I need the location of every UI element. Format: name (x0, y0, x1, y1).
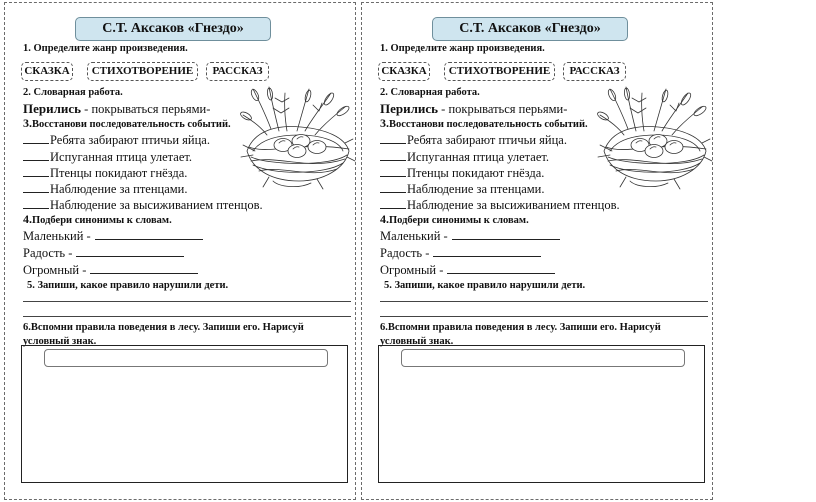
order-blank[interactable] (380, 133, 406, 144)
question-6-line-2: условный знак. (23, 336, 97, 347)
answer-line[interactable] (452, 229, 560, 240)
event-item: Наблюдение за высиживанием птенцов. (380, 198, 620, 213)
question-5: 5. Запиши, какое правило нарушили дети. (27, 280, 229, 291)
question-3-number: 3. (380, 116, 389, 130)
question-2: 2. Словарная работа. (23, 87, 123, 98)
worksheet-title: С.Т. Аксаков «Гнездо» (432, 17, 628, 41)
question-4 (23, 212, 172, 227)
question-6-line-1: 6.Вспомни правила поведения в лесу. Запиши его. Нарисуй (380, 322, 661, 333)
synonym-row: Огромный - (380, 263, 555, 278)
order-blank[interactable] (380, 182, 406, 193)
event-item: Испуганная птица улетает. (23, 150, 192, 165)
question-1: 1. Определите жанр произведения. (23, 43, 188, 54)
synonym-row: Маленький - (380, 229, 560, 244)
question-4-number: 4. (380, 212, 389, 226)
question-4-text: Подбери синонимы к словам. (389, 215, 529, 226)
question-2: 2. Словарная работа. (380, 87, 480, 98)
event-item: Наблюдение за высиживанием птенцов. (23, 198, 263, 213)
synonym-row: Маленький - (23, 229, 203, 244)
worksheet-right (361, 2, 713, 500)
order-blank[interactable] (380, 150, 406, 161)
event-item: Ребята забирают птичьи яйца. (23, 133, 210, 148)
writing-line[interactable] (380, 316, 708, 317)
worksheet-title: С.Т. Аксаков «Гнездо» (75, 17, 271, 41)
answer-line[interactable] (447, 263, 555, 274)
synonym-row: Огромный - (23, 263, 198, 278)
genre-option-fairytale[interactable]: СКАЗКА (21, 62, 73, 81)
genre-option-story[interactable]: РАССКАЗ (563, 62, 626, 81)
rule-text-field[interactable] (401, 349, 685, 367)
synonym-row: Радость - (380, 246, 541, 261)
genre-option-fairytale[interactable]: СКАЗКА (378, 62, 430, 81)
rule-text-field[interactable] (44, 349, 328, 367)
vocabulary-entry (380, 101, 567, 117)
nest-illustration (239, 85, 357, 197)
question-4 (380, 212, 529, 227)
order-blank[interactable] (380, 166, 406, 177)
genre-option-story[interactable]: РАССКАЗ (206, 62, 269, 81)
question-1: 1. Определите жанр произведения. (380, 43, 545, 54)
question-3-number: 3. (23, 116, 32, 130)
vocabulary-word: Перились (380, 101, 439, 116)
event-item: Ребята забирают птичьи яйца. (380, 133, 567, 148)
order-blank[interactable] (23, 133, 49, 144)
event-item: Наблюдение за птенцами. (380, 182, 545, 197)
answer-line[interactable] (433, 246, 541, 257)
question-5: 5. Запиши, какое правило нарушили дети. (384, 280, 586, 291)
question-6-line-2: условный знак. (380, 336, 454, 347)
question-3 (380, 116, 588, 131)
event-item: Наблюдение за птенцами. (23, 182, 188, 197)
event-item: Птенцы покидают гнёзда. (23, 166, 187, 181)
question-3-text: Восстанови последовательность событий. (389, 119, 588, 130)
order-blank[interactable] (23, 182, 49, 193)
answer-line[interactable] (90, 263, 198, 274)
vocabulary-entry (23, 101, 210, 117)
genre-option-poem[interactable]: СТИХОТВОРЕНИЕ (87, 62, 198, 81)
question-6-line-1: 6.Вспомни правила поведения в лесу. Запиши его. Нарисуй (23, 322, 304, 333)
order-blank[interactable] (23, 150, 49, 161)
question-4-number: 4. (23, 212, 32, 226)
nest-illustration (596, 85, 714, 197)
vocabulary-definition: - покрываться перьями- (81, 102, 211, 116)
writing-line[interactable] (23, 316, 351, 317)
synonym-row: Радость - (23, 246, 184, 261)
writing-line[interactable] (23, 301, 351, 302)
answer-line[interactable] (95, 229, 203, 240)
event-item: Птенцы покидают гнёзда. (380, 166, 544, 181)
order-blank[interactable] (23, 166, 49, 177)
writing-line[interactable] (380, 301, 708, 302)
event-item: Испуганная птица улетает. (380, 150, 549, 165)
genre-option-poem[interactable]: СТИХОТВОРЕНИЕ (444, 62, 555, 81)
question-3 (23, 116, 231, 131)
vocabulary-definition: - покрываться перьями- (438, 102, 568, 116)
question-4-text: Подбери синонимы к словам. (32, 215, 172, 226)
vocabulary-word: Перились (23, 101, 82, 116)
order-blank[interactable] (380, 198, 406, 209)
question-3-text: Восстанови последовательность событий. (32, 119, 231, 130)
worksheet-left (4, 2, 356, 500)
answer-line[interactable] (76, 246, 184, 257)
order-blank[interactable] (23, 198, 49, 209)
